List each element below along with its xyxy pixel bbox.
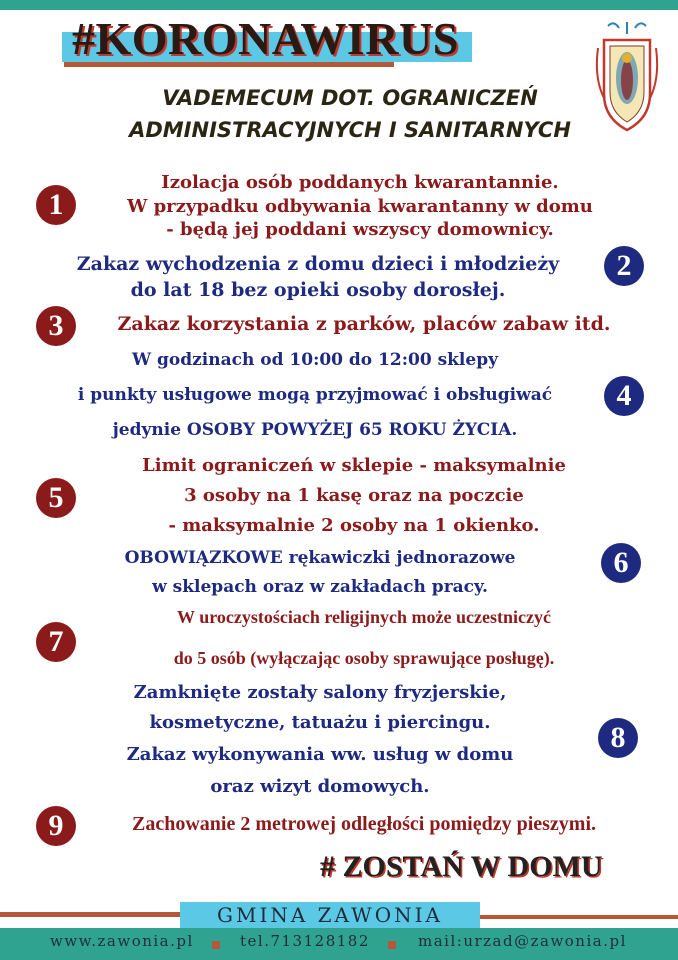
main-title: #KORONAWIRUS [72,13,459,64]
item-5-line-1: Limit ograniczeń w sklepie - maksymalnie [142,455,566,476]
footer-website-link[interactable]: www.zawonia.pl [50,932,194,950]
item-9-line-1: Zachowanie 2 metrowej odległości pomiędzy pieszymi. [131,813,596,835]
footer-separator-square [388,941,396,949]
item-4-line-2: i punkty usługowe mogą przyjmować i obsługiwać [77,385,553,405]
item-8-number-badge: 8 [598,718,638,758]
item-8-line-3: Zakaz wykonywania ww. usług w domu [126,744,514,765]
item-3-line-1: Zakaz korzystania z parków, placów zabaw itd. [117,313,611,335]
item-1-number-badge: 1 [36,185,76,225]
item-8-line-2: kosmetyczne, tatuażu i piercingu. [149,712,491,733]
footer-email-link[interactable]: mail:urzad@zawonia.pl [418,932,627,950]
subtitle-line-1: VADEMECUM DOT. OGRANICZEŃ [162,86,538,110]
item-7-line-2: do 5 osób (wyłączając osoby sprawujące posługę). [173,648,555,668]
municipality-name: GMINA ZAWONIA [217,903,443,927]
item-3-number-badge: 3 [36,306,76,346]
item-1-line-3: - będą jej poddani wszyscy domownicy. [166,219,554,240]
item-4-line-1: W godzinach od 10:00 do 12:00 sklepy [132,350,498,370]
item-2-line-2: do lat 18 bez opieki osoby dorosłej. [130,279,506,301]
item-2-line-1: Zakaz wychodzenia z domu dzieci i młodzieży [76,253,560,275]
item-5-line-2: 3 osoby na 1 kasę oraz na poczcie [184,485,524,506]
item-4-line-3: jedynie OSOBY POWYŻEJ 65 ROKU ŻYCIA. [112,420,518,440]
item-7-line-1: W uroczystościach religijnych może uczestniczyć [177,607,551,627]
item-1-line-1: Izolacja osób poddanych kwarantannie. [161,172,559,193]
item-5-line-3: - maksymalnie 2 osoby na 1 okienko. [168,515,540,536]
stay-at-home-slogan: # ZOSTAŃ W DOMU [320,850,603,883]
item-7-number-badge: 7 [36,622,76,662]
footer-phone[interactable]: tel.713128182 [240,932,370,950]
item-6-number-badge: 6 [601,543,641,583]
item-5-number-badge: 5 [36,478,76,518]
item-9-number-badge: 9 [36,806,76,846]
footer-separator-square [212,941,220,949]
item-8-line-4: oraz wizyt domowych. [210,776,430,797]
item-4-number-badge: 4 [604,376,644,416]
item-2-number-badge: 2 [604,246,644,286]
top-teal-band [0,0,678,10]
footer-brown-band-left [0,912,180,917]
item-8-line-1: Zamknięte zostały salony fryzjerskie, [133,682,507,703]
subtitle-line-2: ADMINISTRACYJNYCH I SANITARNYCH [129,118,571,142]
item-6-line-1: OBOWIĄZKOWE rękawiczki jednorazowe [124,548,516,568]
item-6-line-2: w sklepach oraz w zakładach pracy. [152,577,488,597]
item-1-line-2: W przypadku odbywania kwarantanny w domu [127,196,593,217]
footer-brown-band-right [480,915,678,919]
